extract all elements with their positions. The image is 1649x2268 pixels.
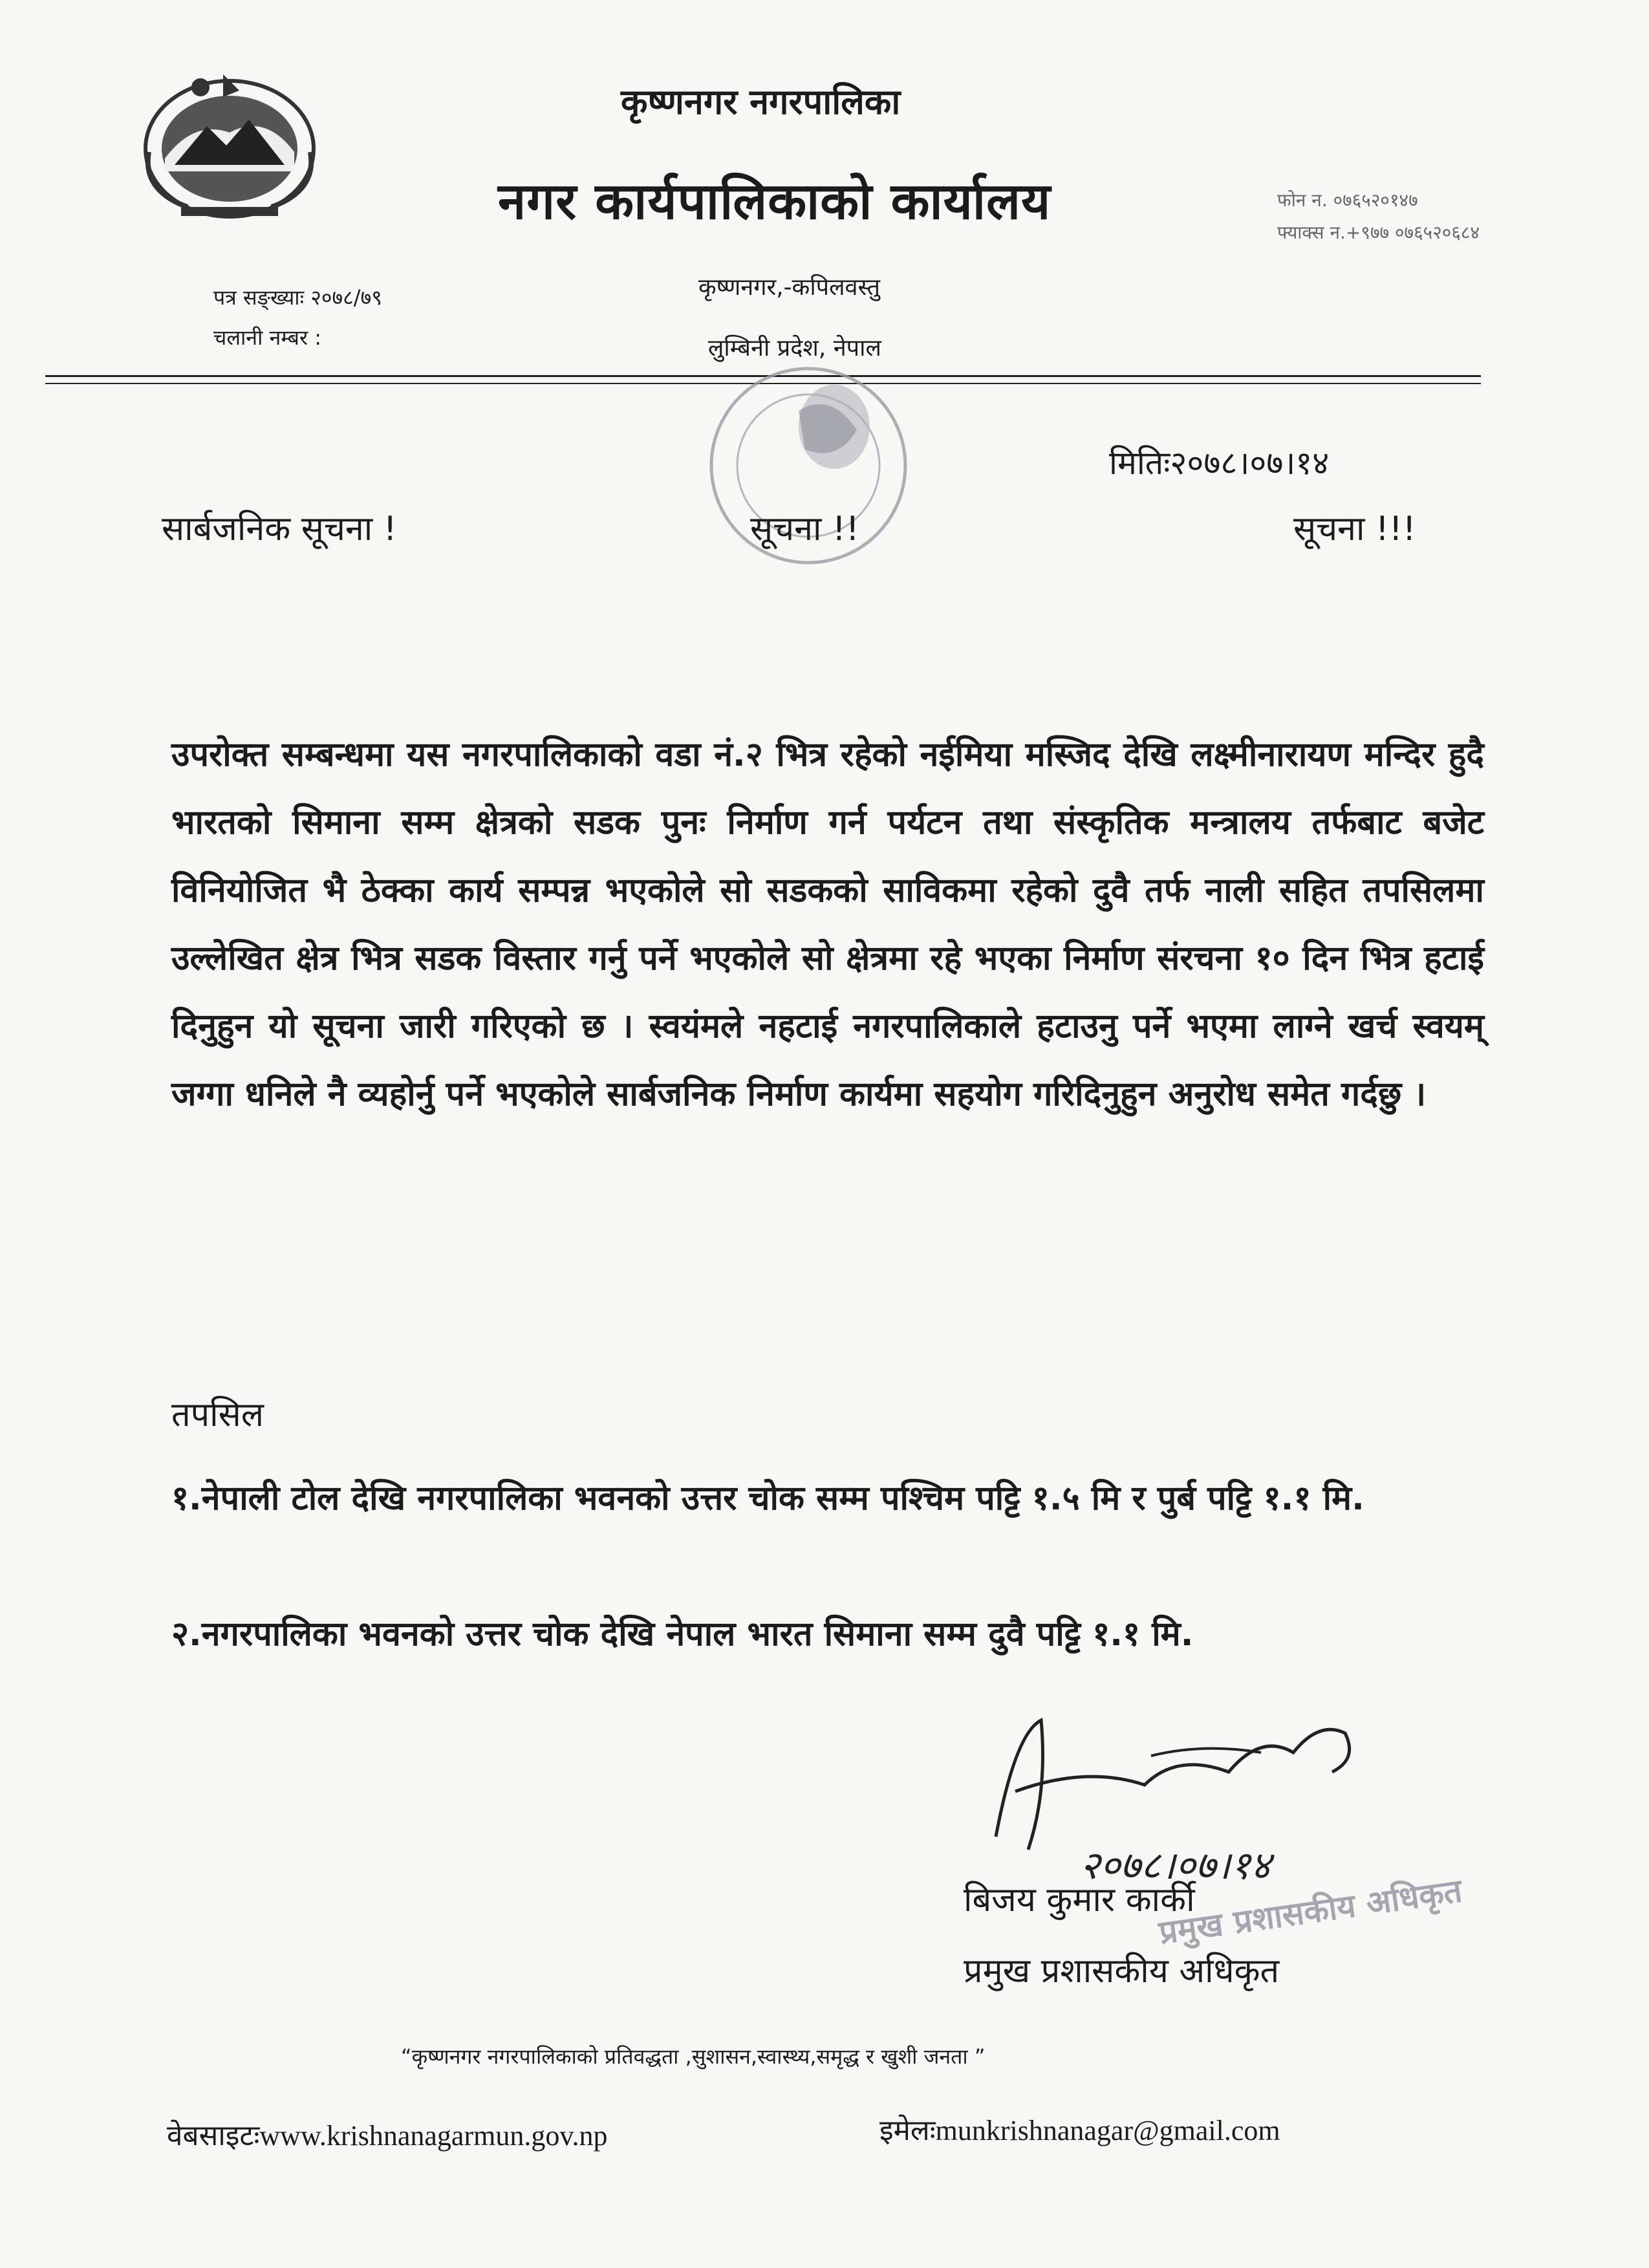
government-emblem (136, 61, 323, 223)
email-link[interactable]: इमेलःmunkrishnanagar@gmail.com (879, 2115, 1280, 2146)
address-line-1: कृष्णनगर,-कपिलवस्तु (698, 274, 881, 301)
letter-date: मितिः२०७८।०७।१४ (1109, 444, 1330, 482)
dispatch-number: चलानी नम्बर : (213, 325, 321, 350)
notice-body: उपरोक्त सम्बन्धमा यस नगरपालिकाको वडा नं.२ भित्र रहेको नईमिया मस्जिद देखि लक्ष्मीनारायण मन्दिर हुदै भारतको सिमाना सम्म क्षेत्रको सडक पुनः निर्माण गर्न पर्यटन तथा संस्कृतिक मन्त्रालय तर्फबाट बजेट विनियोजित भै ठेक्का कार्य सम्पन्न भएकोले सो सडकको साविकमा रहेको दुवै तर्फ नाली सहित तपसिलमा उल्लेखित क्षेत्र भित्र सडक विस्तार गर्नु पर्ने भएकोले सो क्षेत्रमा रहे भएका निर्माण संरचना १० दिन भित्र हटाई दिनुहुन यो सूचना जारी गरिएको छ । स्वयंमले नहटाई नगरपालिकाले हटाउनु पर्ने भएमा लाग्ने खर्च स्वयम् जग्गा धनिले नै व्यहोर्नु पर्ने भएकोले सार्बजनिक निर्माण कार्यमा सहयोग गरिदिनुहुन अनुरोध समेत गर्दछु । (171, 735, 1484, 1114)
notice-heading-center: सूचना !! (750, 510, 859, 548)
signatory-name: बिजय कुमार कार्की (964, 1881, 1195, 1919)
office-name: नगर कार्यपालिकाको कार्यालय (498, 173, 1051, 231)
official-seal-text: प्रमुख प्रशासकीय अधिकृत (1156, 1872, 1465, 1952)
letter-number: पत्र सङ्ख्याः २०७८/७९ (213, 285, 382, 310)
fax-number: फ्याक्स न.+९७७ ०७६५२०६८४ (1277, 222, 1480, 243)
notice-heading-right: सूचना !!! (1293, 510, 1416, 548)
municipality-motto: “कृष्णनगर नगरपालिकाको प्रतिवद्धता ,सुशासन,स्वास्थ्य,समृद्ध र खुशी जनता ” (401, 2044, 986, 2069)
phone-number: फोन न. ०७६५२०१४७ (1277, 189, 1418, 211)
schedule-item: २.नगरपालिका भवनको उत्तर चोक देखि नेपाल भारत सिमाना सम्म दुवै पट्टि १.१ मि. (171, 1615, 1194, 1654)
public-notice-heading: सार्बजनिक सूचना ! (162, 510, 397, 548)
signatory-title: प्रमुख प्रशासकीय अधिकृत (964, 1952, 1280, 1991)
address-line-2: लुम्बिनी प्रदेश, नेपाल (708, 335, 881, 362)
signature (957, 1694, 1423, 1888)
signature-date: २०७८।०७।१४ (1080, 1843, 1271, 1888)
schedule-heading: तपसिल (171, 1396, 264, 1434)
municipality-name: कृष्णनगर नगरपालिका (621, 81, 901, 122)
schedule-item: १.नेपाली टोल देखि नगरपालिका भवनको उत्तर चोक सम्म पश्चिम पट्टि १.५ मि र पुर्ब पट्टि १.१ मि. (171, 1479, 1364, 1518)
website-link[interactable]: वेबसाइटःwww.krishnanagarmun.gov.np (167, 2120, 608, 2152)
